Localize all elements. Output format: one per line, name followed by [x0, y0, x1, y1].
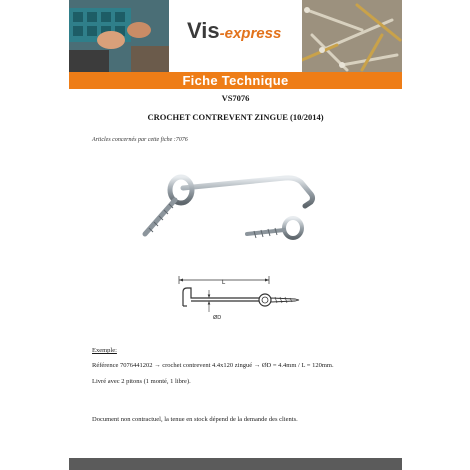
- header: [69, 0, 402, 72]
- dimension-diagram: [169, 272, 309, 332]
- fiche-technique-banner: Fiche Technique: [69, 72, 402, 89]
- screws-photo: [302, 0, 402, 72]
- product-title: CROCHET CONTREVENT ZINGUE (10/2014): [147, 112, 324, 122]
- vis-express-logo: [187, 18, 281, 44]
- footer-bar: [69, 458, 402, 470]
- example-heading: Exemple:: [92, 347, 117, 354]
- datasheet-page: [69, 0, 402, 470]
- hook-product-image: [135, 160, 335, 250]
- product-reference: VS7076: [221, 93, 250, 103]
- logo-accent: -express: [219, 25, 282, 42]
- logo-main: Vis: [187, 18, 220, 43]
- example-line-reference: Référence 7076441202 → crochet contrevent 4.4x120 zingué → ØD = 4.4mm / L = 120mm.: [92, 362, 334, 369]
- diameter-label: ØD: [213, 315, 222, 321]
- articles-note: Articles concernés par cette fiche :7076: [92, 137, 188, 143]
- disclaimer-note: Document non contractuel, la tenue en stock dépend de la demande des clients.: [92, 416, 298, 423]
- length-label: L: [222, 280, 226, 286]
- example-line-delivery: Livré avec 2 pitons (1 monté, 1 libre).: [92, 378, 191, 385]
- tools-photo: [69, 0, 169, 72]
